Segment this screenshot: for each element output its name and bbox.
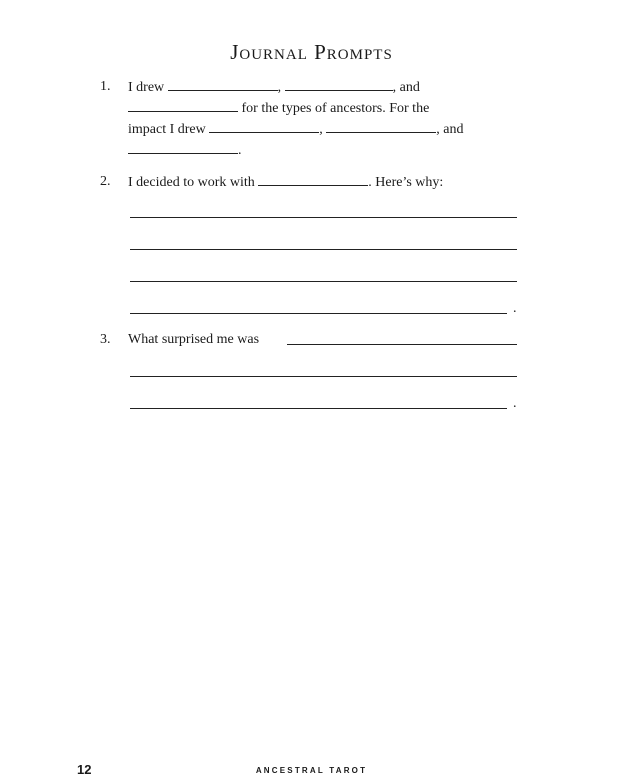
prompt-1-line-4 [128,139,242,160]
answer-line[interactable] [130,376,517,377]
page-title: Journal Prompts [230,40,393,64]
blank-field[interactable] [285,76,393,91]
answer-line[interactable] [130,281,517,282]
answer-line[interactable] [130,249,517,250]
prompt-text: What surprised me was [128,332,260,347]
prompt-text: I decided to work with [128,175,255,190]
running-footer-title: ANCESTRAL TAROT [255,766,368,775]
prompt-2-line-1 [128,171,443,192]
and-text: , and [436,122,464,137]
answer-line[interactable] [130,313,507,314]
answer-line[interactable] [287,344,517,345]
period-text: . [238,143,242,158]
prompt-number: 3. [100,332,111,347]
blank-field[interactable] [128,97,238,112]
prompt-text: I drew [128,80,165,95]
blank-field[interactable] [128,139,238,154]
blank-field[interactable] [326,118,436,133]
blank-field[interactable] [168,76,278,91]
end-period: . [513,301,517,316]
blank-field[interactable] [209,118,319,133]
prompt-text: . Here’s why: [368,175,444,190]
prompt-3-line-1 [128,329,259,350]
comma-text: , [319,122,323,137]
prompt-text: impact I drew [128,122,206,137]
comma-text: , [277,80,282,95]
prompt-1-line-1 [128,76,420,97]
and-text: , and [392,80,420,95]
prompt-3 [100,329,520,353]
prompt-2 [100,171,520,195]
blank-field[interactable] [258,171,368,186]
answer-line[interactable] [130,217,517,218]
prompt-1 [100,76,520,166]
prompt-number: 1. [100,79,111,94]
end-period: . [513,396,517,411]
prompt-1-line-2 [128,97,429,118]
page-number: 12 [77,762,92,777]
prompt-1-line-3 [128,118,463,139]
prompt-number: 2. [100,174,111,189]
prompt-text: for the types of ancestors. For the [241,101,430,116]
answer-line[interactable] [130,408,507,409]
